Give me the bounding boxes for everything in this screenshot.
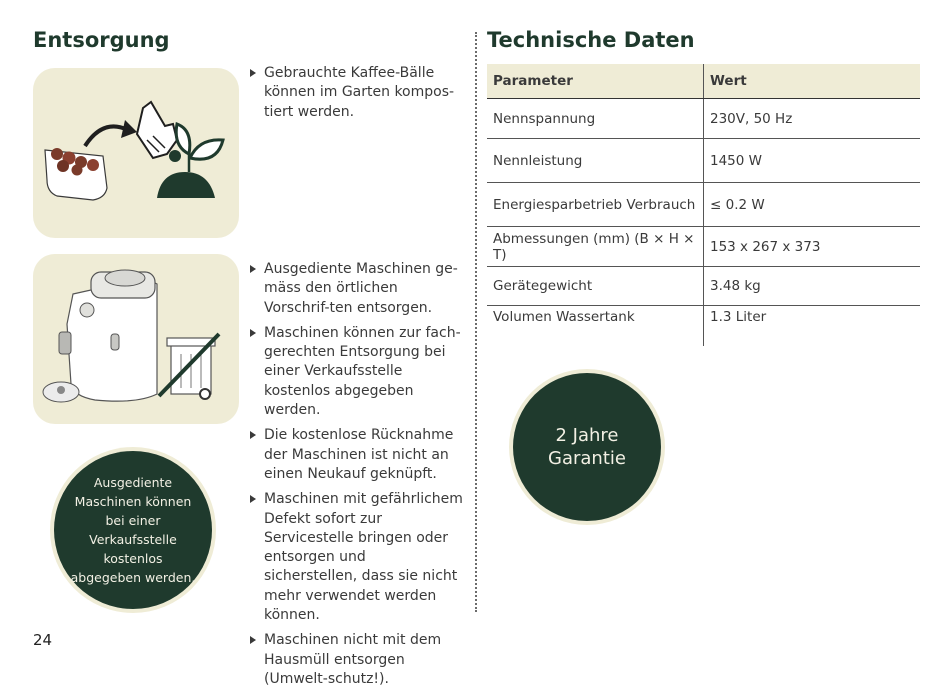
list-item: Maschinen nicht mit dem Hausmüll entsorgen (Umwelt-schutz!).	[248, 631, 463, 689]
disposal-info-circle	[54, 451, 212, 609]
compost-bullet-list	[248, 64, 463, 128]
table-cell: Abmessungen (mm) (B × H × T)	[487, 227, 704, 267]
list-item: Maschinen mit gefährlichem Defekt sofort zur Servicestelle bringen oder entsorgen und sicherstellen, dass sie nicht mehr verwendet werden können.	[248, 490, 463, 625]
table-cell: 230V, 50 Hz	[704, 99, 921, 139]
table-cell: Nennspannung	[487, 99, 704, 139]
list-item: Maschinen können zur fach-gerechten Entsorgung bei einer Verkaufsstelle kostenlos abgegeben werden.	[248, 324, 463, 420]
page-number: 24	[33, 631, 53, 649]
warranty-line-1: 2 Jahre	[555, 425, 619, 446]
table-cell: 3.48 kg	[704, 267, 921, 306]
warranty-badge	[513, 373, 661, 521]
table-cell: Gerätegewicht	[487, 267, 704, 306]
section-title-technische-daten: Technische Daten	[487, 28, 695, 52]
table-row	[487, 306, 920, 346]
table-header-row	[487, 64, 920, 99]
disposal-info-text: Ausgediente Maschinen können bei einer Verkaufsstelle kostenlos abgegeben werden.	[70, 475, 196, 585]
table-cell: Nennleistung	[487, 139, 704, 183]
table-cell: 1450 W	[704, 139, 921, 183]
list-item: Ausgediente Maschinen ge-mäss den örtlichen Vorschrif-ten entsorgen.	[248, 260, 463, 318]
warranty-line-2: Garantie	[548, 448, 626, 469]
column-divider	[475, 32, 477, 612]
table-row	[487, 267, 920, 306]
list-item: Die kostenlose Rücknahme der Maschinen ist nicht an einen Neukauf geknüpft.	[248, 426, 463, 484]
table-row	[487, 227, 920, 267]
compost-illustration-icon	[33, 68, 239, 238]
table-row	[487, 139, 920, 183]
disposal-bullet-list	[248, 260, 463, 695]
table-cell: Volumen Wassertank	[487, 306, 704, 346]
table-cell: 153 x 267 x 373	[704, 227, 921, 267]
column-header-parameter: Parameter	[487, 64, 704, 99]
list-item: Gebrauchte Kaffee-Bälle können im Garten kompos-tiert werden.	[248, 64, 463, 122]
table-cell: ≤ 0.2 W	[704, 183, 921, 227]
section-title-entsorgung: Entsorgung	[33, 28, 170, 52]
machine-disposal-panel	[33, 254, 239, 424]
table-cell: 1.3 Liter	[710, 309, 767, 325]
table-cell: Energiesparbetrieb Verbrauch	[487, 183, 704, 227]
column-header-wert: Wert	[704, 64, 921, 99]
table-row	[487, 183, 920, 227]
tech-data-table	[487, 64, 920, 346]
table-row	[487, 99, 920, 139]
compost-illustration-panel	[33, 68, 239, 238]
machine-disposal-illustration-icon	[33, 254, 239, 424]
